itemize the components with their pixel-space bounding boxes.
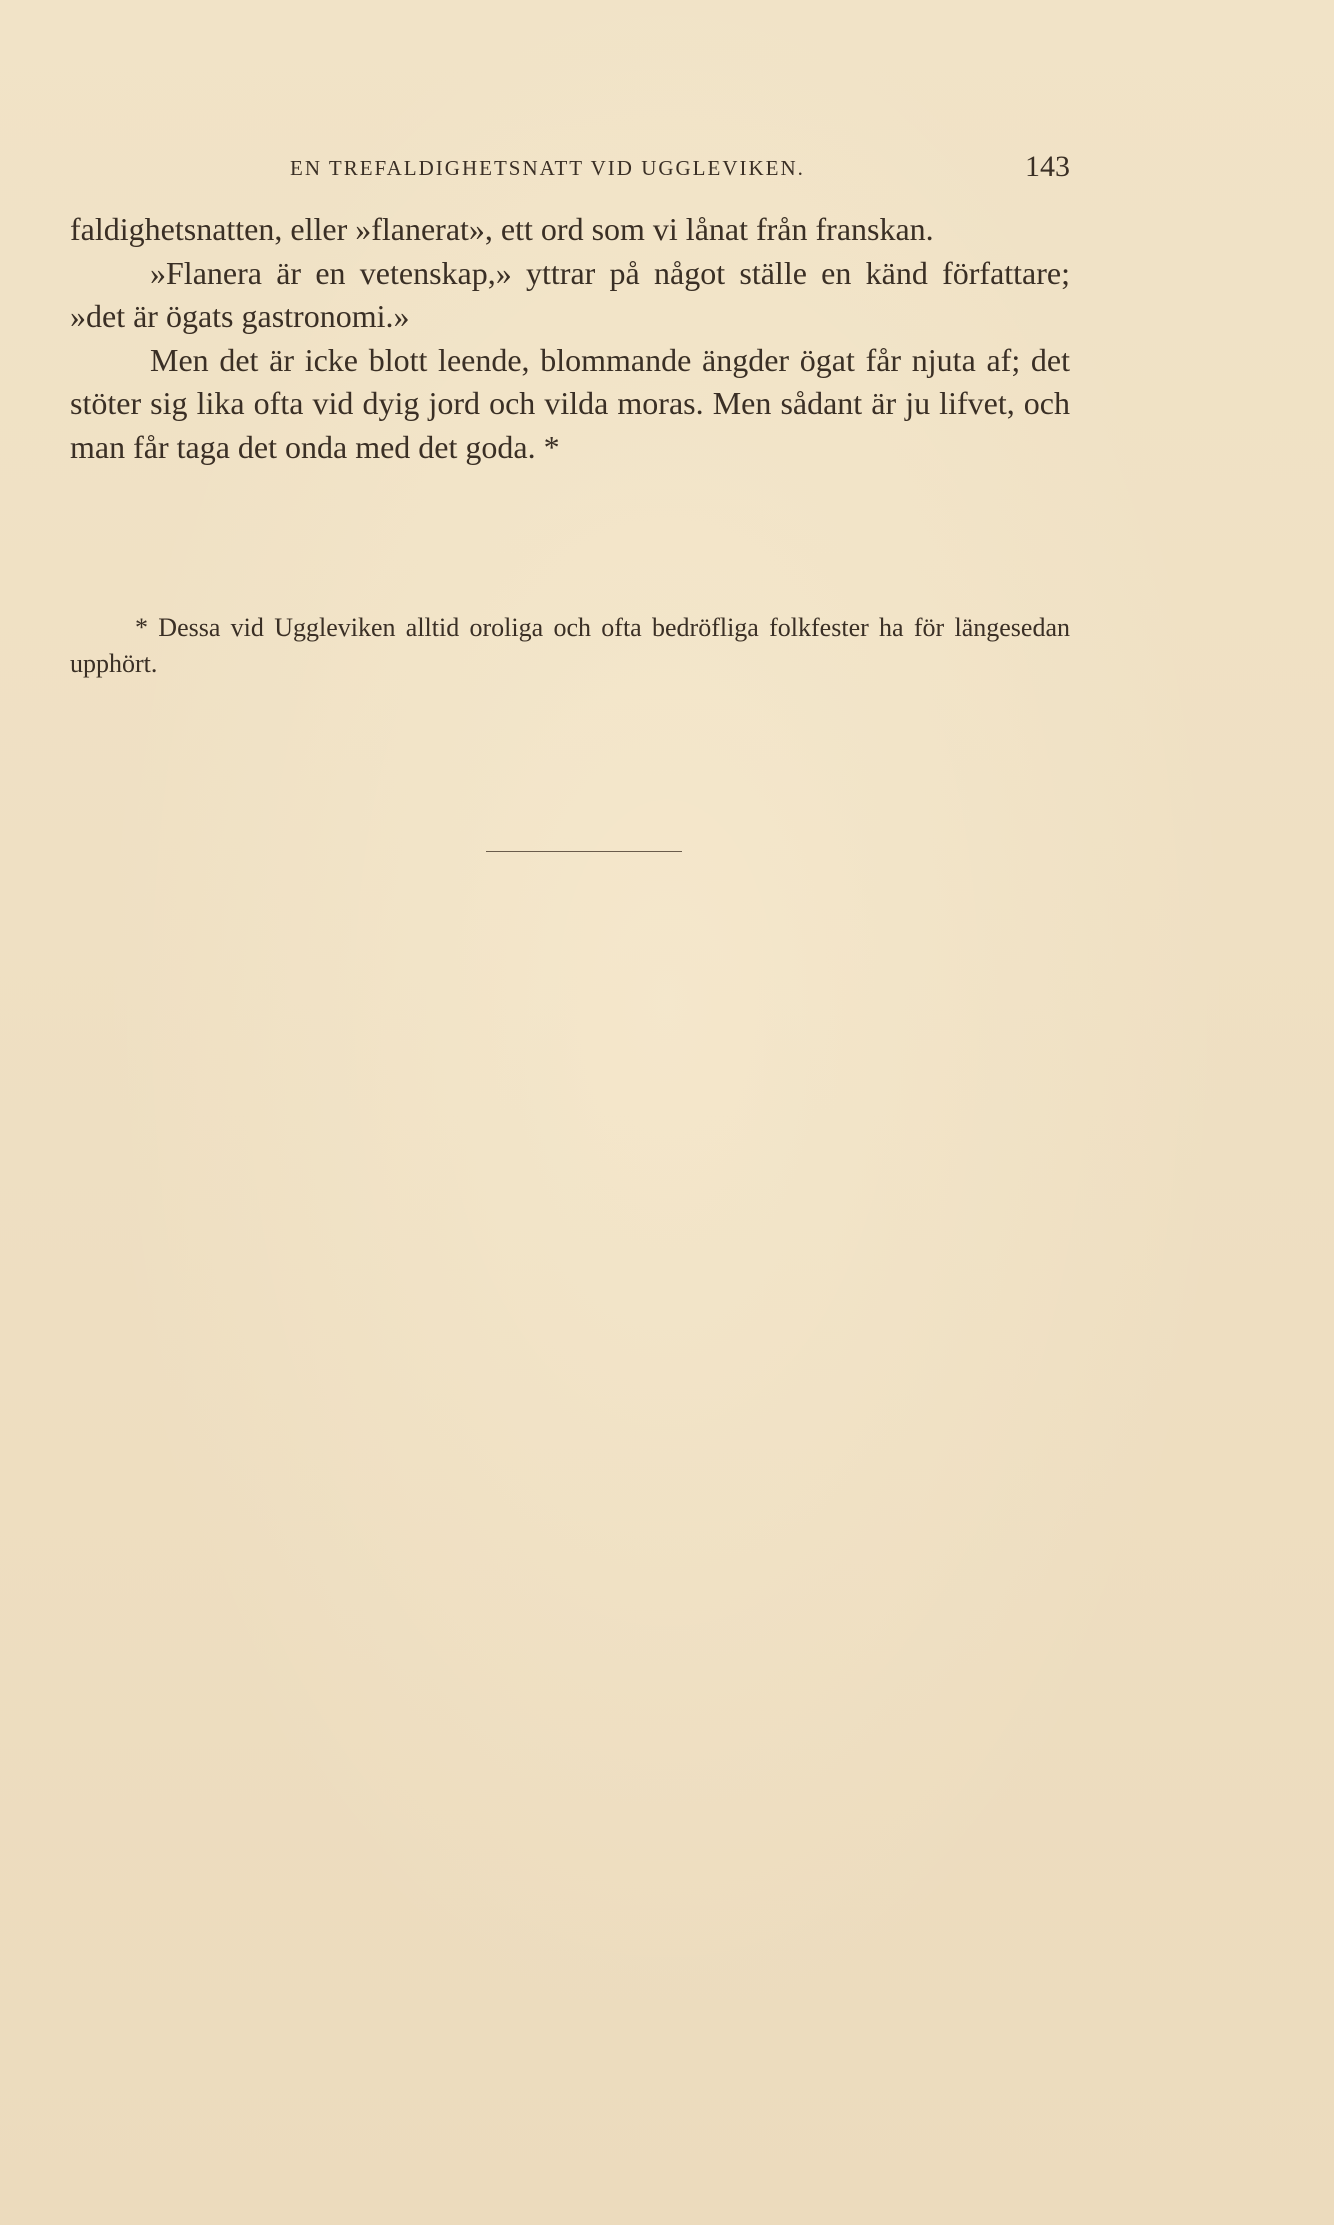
page-header [70,150,1070,190]
paragraph: faldighetsnatten, eller »flanerat», ett ord som vi lånat från franskan. [70,211,934,247]
paragraph: »Flanera är en vetenskap,» yttrar på något ställe en känd författare; »det är ögats gastronomi.» [70,254,1070,334]
running-head: EN TREFALDIGHETSNATT VID UGGLEVIKEN. [290,156,805,180]
footnote [70,610,1070,682]
section-divider [486,851,682,852]
body-text [70,208,1070,469]
page-number: 143 [1025,150,1070,183]
footnote-text: * Dessa vid Uggleviken alltid oroliga och ofta bedröfliga folkfester ha för längesedan upphört. [70,613,1070,678]
paragraph: Men det är icke blott leende, blommande ängder ögat får njuta af; det stöter sig lika ofta vid dyig jord och vilda moras. Men sådant är ju lifvet, och man får taga det onda med det goda. * [70,341,1070,465]
